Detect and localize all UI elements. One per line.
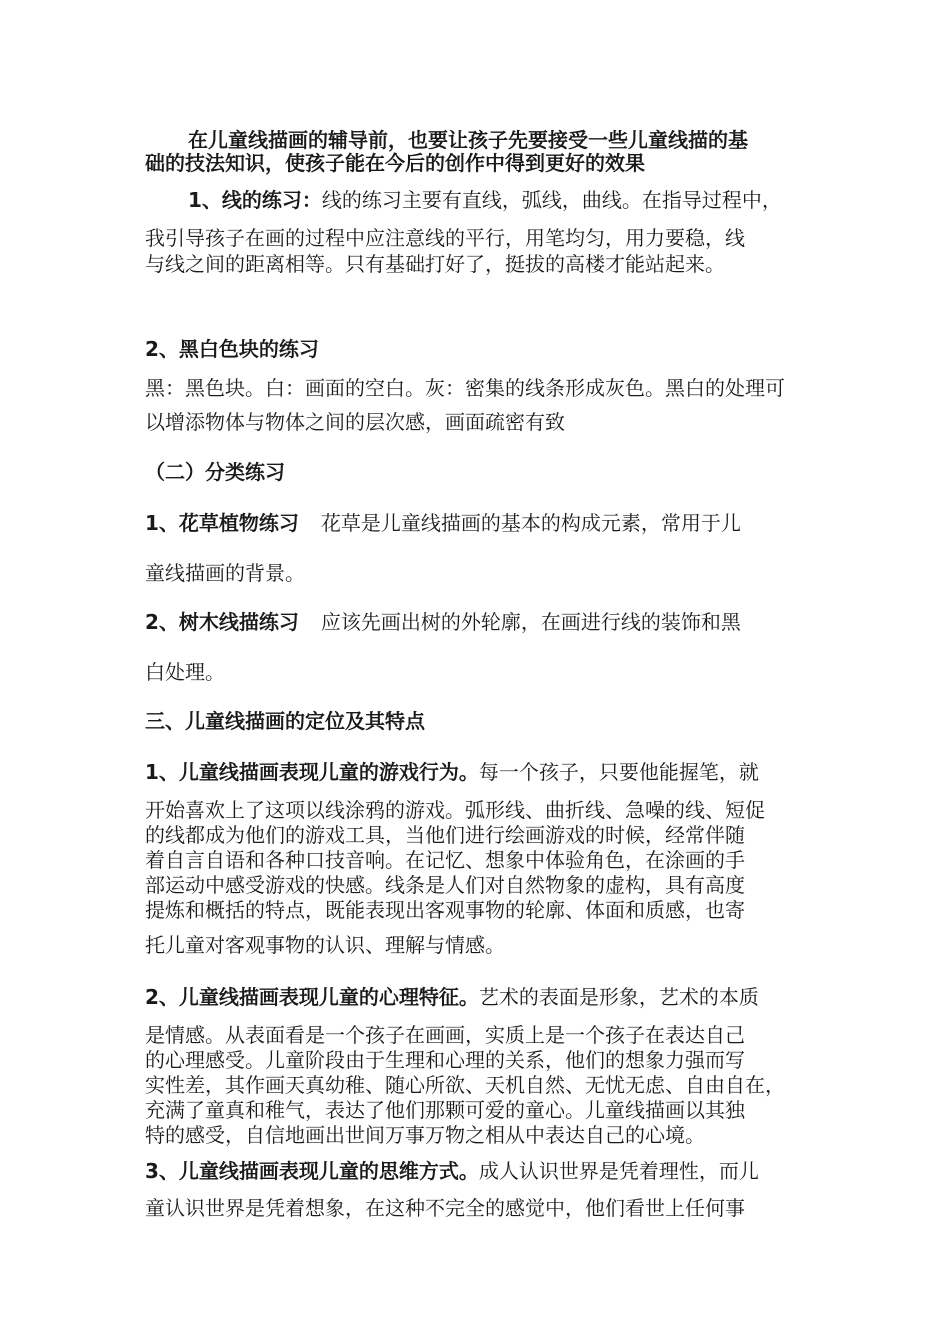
paragraph-heading: 1、儿童线描画表现儿童的游戏行为。: [145, 760, 479, 784]
paragraph-line: 我引导孩子在画的过程中应注意线的平行，用笔均匀，用力要稳，线: [145, 226, 745, 250]
paragraph-line: 开始喜欢上了这项以线涂鸦的游戏。弧形线、曲折线、急噪的线、短促: [145, 798, 765, 822]
paragraph-text: 成人认识世界是凭着理性，而儿: [478, 1159, 759, 1183]
section-heading-blackwhite: 2、黑白色块的练习: [145, 337, 319, 361]
paragraph-text: 应该先画出树的外轮廓，在画进行线的装饰和黑: [320, 610, 741, 634]
paragraph-text: 每一个孩子，只要他能握笔，就: [478, 760, 759, 784]
intro-line-2: 础的技法知识，使孩子能在今后的创作中得到更好的效果: [145, 151, 645, 175]
section-heading-classified: （二）分类练习: [145, 460, 285, 484]
paragraph-text: 线的练习主要有直线，弧线，曲线。在指导过程中，: [321, 188, 782, 212]
section-heading-positioning: 三、儿童线描画的定位及其特点: [145, 709, 425, 733]
paragraph-heading: 2、儿童线描画表现儿童的心理特征。: [145, 985, 479, 1009]
paragraph-text: 花草是儿童线描画的基本的构成元素，常用于儿: [320, 511, 741, 535]
paragraph-line: 托儿童对客观事物的认识、理解与情感。: [145, 933, 505, 957]
paragraph-line: 以增添物体与物体之间的层次感，画面疏密有致: [145, 410, 565, 434]
paragraph-line: 充满了童真和稚气，表达了他们那颗可爱的童心。儿童线描画以其独: [145, 1098, 745, 1122]
paragraph-text: 艺术的表面是形象，艺术的本质: [478, 985, 759, 1009]
paragraph-game: [145, 760, 759, 784]
paragraph-line: 实性差，其作画天真幼稚、随心所欲、天机自然、无忧无虑、自由自在，: [145, 1073, 785, 1097]
paragraph-line: 部运动中感受游戏的快感。线条是人们对自然物象的虚构，具有高度: [145, 873, 745, 897]
section-heading: 1、线的练习：: [188, 188, 322, 212]
section-heading: 1、花草植物练习: [145, 511, 299, 535]
paragraph-heading: 3、儿童线描画表现儿童的思维方式。: [145, 1159, 479, 1183]
paragraph-line: 特的感受，自信地画出世间万事万物之相从中表达自己的心境。: [145, 1123, 705, 1147]
paragraph-line: 童线描画的背景。: [145, 561, 305, 585]
paragraph-line: 是情感。从表面看是一个孩子在画画，实质上是一个孩子在表达自己: [145, 1023, 745, 1047]
paragraph-line: 黑：黑色块。白：画面的空白。灰：密集的线条形成灰色。黑白的处理可: [145, 376, 785, 400]
paragraph-line: 白处理。: [145, 660, 225, 684]
section-line-flowers: [145, 511, 741, 535]
paragraph-psychology: [145, 985, 759, 1009]
paragraph-line: 的心理感受。儿童阶段由于生理和心理的关系，他们的想象力强而写: [145, 1048, 745, 1072]
paragraph-line: 提炼和概括的特点，既能表现出客观事物的轮廓、体面和质感，也寄: [145, 898, 745, 922]
paragraph-line: 童认识世界是凭着想象，在这种不完全的感觉中，他们看世上任何事: [145, 1196, 745, 1220]
section-line-practice: [188, 188, 782, 212]
paragraph-thinking: [145, 1159, 759, 1183]
intro-line-1: 在儿童线描画的辅导前，也要让孩子先要接受一些儿童线描的基: [188, 128, 748, 152]
paragraph-line: 与线之间的距离相等。只有基础打好了，挺拔的高楼才能站起来。: [145, 252, 725, 276]
paragraph-line: 着自言自语和各种口技音响。在记忆、想象中体验角色，在涂画的手: [145, 848, 745, 872]
section-line-trees: [145, 610, 741, 634]
section-heading: 2、树木线描练习: [145, 610, 299, 634]
paragraph-line: 的线都成为他们的游戏工具，当他们进行绘画游戏的时候，经常伴随: [145, 823, 745, 847]
